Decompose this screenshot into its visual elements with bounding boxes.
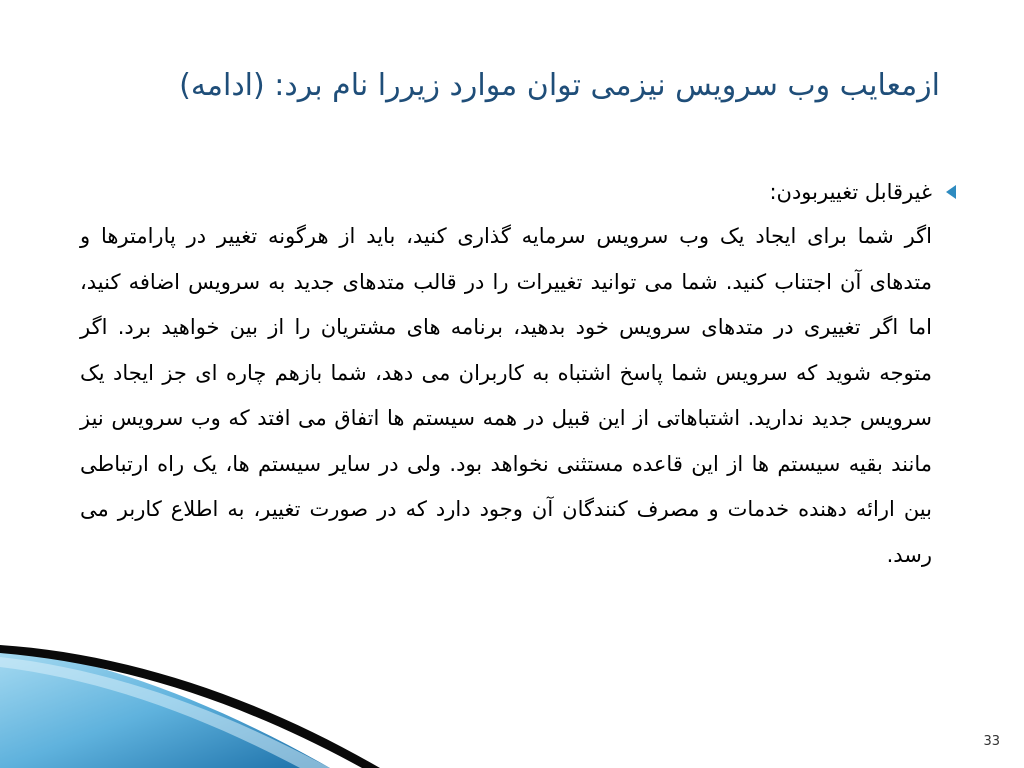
- bullet-heading: غیرقابل تغییربودن:: [769, 180, 932, 204]
- light-wave-highlight: [0, 657, 330, 768]
- decorative-corner-swoosh: [0, 643, 430, 768]
- slide-title: ازمعایب وب سرویس نیزمی توان موارد زیررا نام برد: (ادامه): [179, 68, 940, 103]
- triangle-bullet-icon: [946, 185, 956, 199]
- bullet-item: [80, 170, 960, 214]
- page-number: 33: [983, 734, 1000, 749]
- blue-wave-shape: [0, 645, 330, 768]
- slide-content: [80, 170, 960, 578]
- black-wave-stroke: [0, 645, 380, 768]
- body-paragraph: اگر شما برای ایجاد یک وب سرویس سرمایه گذاری کنید، باید از هرگونه تغییر در پارامترها و متدهای آن اجتناب کنید. شما می توانید تغییرات را در قالب متدهای جدید به سرویس اضافه کنید، اما اگر تغییری در متدهای سرویس خود بدهید، برنامه های مشتریان را از بین خواهید برد. اگر متوجه شوید که سرویس شما پاسخ اشتباه به کاربران می دهد، شما بازهم چاره ای جز ایجاد یک سرویس جدید ندارید. اشتباهاتی از این قبیل در همه سیستم ها اتفاق می افتد که وب سرویس نیز مانند بقیه سیستم ها از این قاعده مستثنی نخواهد بود. ولی در سایر سیستم ها، یک راه ارتباطی بین ارائه دهنده خدمات و مصرف کنندگان آن وجود دارد که در صورت تغییر، به اطلاع کاربر می رسد.: [80, 224, 932, 567]
